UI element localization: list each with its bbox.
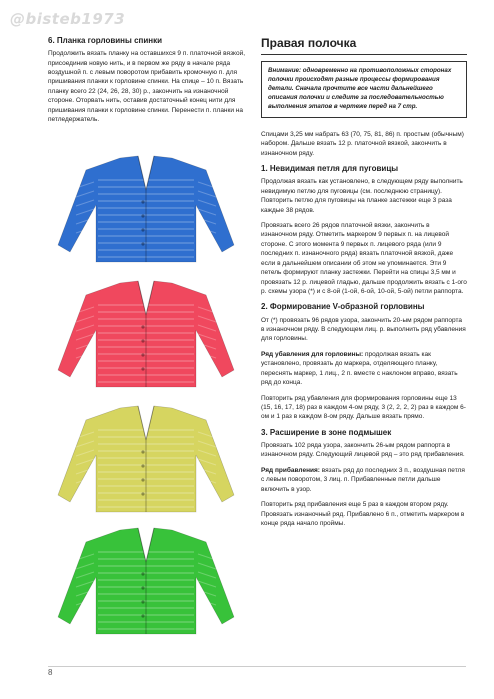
increase-row-text: вязать ряд до последних 3 п., воздушная петля с левым поворотом, 3 лиц. п. Прибавленные петли дальше включить в узор. [261,466,465,493]
section-2-paragraph-1: От (*) провязать 96 рядов узора, закончить 20-ым рядом раппорта в изнаночном ряду. В следующем лиц. р. выполнить ряд убавления для горловины. [261,316,466,343]
decrease-row-label: Ряд убавления для горловины: [261,350,364,358]
section-6-title: 6. Планка горловины спинки [48,36,163,45]
page-title: Правая полочка [261,36,467,55]
section-2-paragraph-3: Повторить ряд убавления для формирования горловины еще 13 (15, 16, 17, 18) раз в каждом 4-ом ряду, 3 (2, 2, 2, 2) раз в каждом 6-ом и 1 раз в каждом 8-ом ряду. Дальше вязать прямо. [261,394,466,421]
page-number: 8 [48,668,53,677]
footer-divider [48,666,466,667]
cardigan-green-image [46,522,246,640]
watermark: @bisteb1973 [10,10,126,28]
section-3-paragraph-3: Повторить ряд прибавления еще 5 раз в каждом втором ряду. Провязать изнаночный ряд. Прибавлено 6 п., отметить маркером в конце ряда начало проймы. [261,501,465,527]
section-3-paragraph-1: Провязать 102 ряда узора, закончить 26-ым рядом раппорта в изнаночном ряду. Следующий лицевой ряд – это ряд прибавления. [261,442,465,459]
cardigan-blue-image [46,150,246,268]
attention-label: Внимание: [268,67,302,74]
section-1-paragraph-1: Продолжая вязать как установлено, в следующем ряду выполнить невидимую петлю для пуговицы (см. последнюю страницу). Повторить петлю для пуговицы на планке застежки еще 3 раза каждые 38 рядов. [261,178,463,214]
section-2-title: 2. Формирование V-образной горловины [261,302,425,312]
attention-text: одновременно на противоположных сторонах полочки происходят разные процессы формирования детали. Сначала прочтите все части дальнейшего описания полочки и следите за последовательностью выполнения этапов в чертеже перед на 7 стр. [268,67,452,110]
section-3-title: 3. Расширение в зоне подмышек [261,427,392,437]
section-1-paragraph-2: Провязать всего 26 рядов платочной вязки, закончить в изнаночном ряду. Отметить маркером 9 первых п. на лицевой стороне. С этого момента 9 первых п. лицевого ряда (или 9 последних п. изнаночного ряда) вязать платочной вязкой, даже если в дальнейшем описании об этом не упоминается. Эти 9 петель формируют планку застежки. Перейти на спицы 3,5 мм и провязать 12 р. лицевой гладью, дальше продолжить вязать с 1-ого р. схемы узора (*) и с 8-ой (1-ой, 6-ой, 10-ой, 5-ой) петли раппорта. [261,222,467,296]
decrease-row-text: продолжая вязать как установлено, провязать до маркера, отделяющего планку, переснять маркер, 1 лиц., 2 п. вместе с наклоном вправо, вязать ряд до конца. [261,350,458,387]
section-3-paragraph-2 [261,466,467,494]
attention-note [261,61,467,118]
section-1-title: 1. Невидимая петля для пуговицы [261,164,399,174]
section-2-paragraph-2 [261,350,467,388]
cardigan-photos [38,150,248,650]
cardigan-red-image [46,275,246,393]
cardigan-yellow-image [46,400,246,518]
section-6-text: Продолжить вязать планку на оставшихся 9 п. платочной вязкой, присоединив новую нить, и в первом же ряду в начале ряда воздушной п. с левым поворотом прибавить кромочную п. для пришивания планки к горловине спинки. На спице – 10 п. Вязать планку всего 22 (24, 26, 28, 30) р., закончить на изнаночной стороне. Оторвать нить, оставив достаточный конец нити для пришивания планки к горловине спинки. Перенести п. планки на петледержатель. [48,50,246,124]
cast-on-text: Спицами 3,25 мм набрать 63 (70, 75, 81, 86) п. простым (обычным) набором. Дальше вязать 12 р. платочной вязкой, закончить в изнаночном ряду. [261,130,464,157]
right-column [261,36,467,534]
left-column [48,36,248,131]
increase-row-label: Ряд прибавления: [261,466,320,474]
